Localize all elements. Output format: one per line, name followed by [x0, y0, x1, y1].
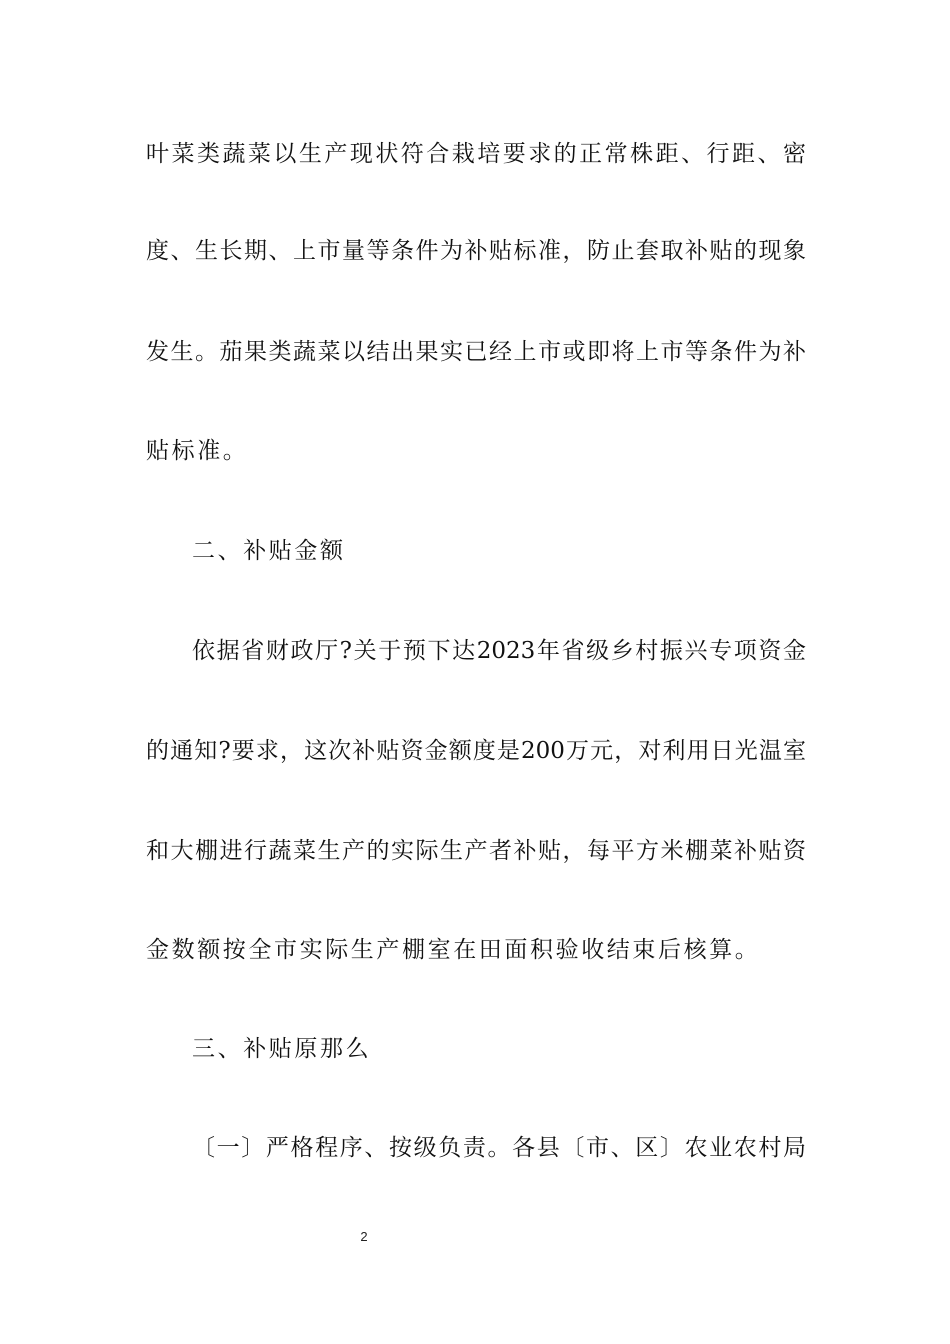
body-line: 金数额按全市实际生产棚室在田面积验收结束后核算。: [146, 937, 761, 963]
body-line: 度、生长期、上市量等条件为补贴标准，防止套取补贴的现象: [146, 238, 806, 264]
page-number: 2: [360, 1229, 368, 1244]
body-line: 发生。茄果类蔬菜以结出果实已经上市或即将上市等条件为补: [146, 339, 806, 365]
section-heading: 三、补贴原那么: [192, 1036, 372, 1062]
body-line: 的通知?要求，这次补贴资金额度是200万元，对利用日光温室: [146, 738, 806, 764]
body-line: 依据省财政厅?关于预下达2023年省级乡村振兴专项资金: [192, 638, 806, 664]
body-line: 叶菜类蔬菜以生产现状符合栽培要求的正常株距、行距、密: [146, 141, 806, 167]
body-line: 和大棚进行蔬菜生产的实际生产者补贴，每平方米棚菜补贴资: [146, 838, 806, 864]
body-line: 〔一〕严格程序、按级负责。各县〔市、区〕农业农村局: [192, 1135, 806, 1161]
body-line: 贴标准。: [146, 438, 249, 464]
section-heading: 二、补贴金额: [192, 538, 346, 564]
